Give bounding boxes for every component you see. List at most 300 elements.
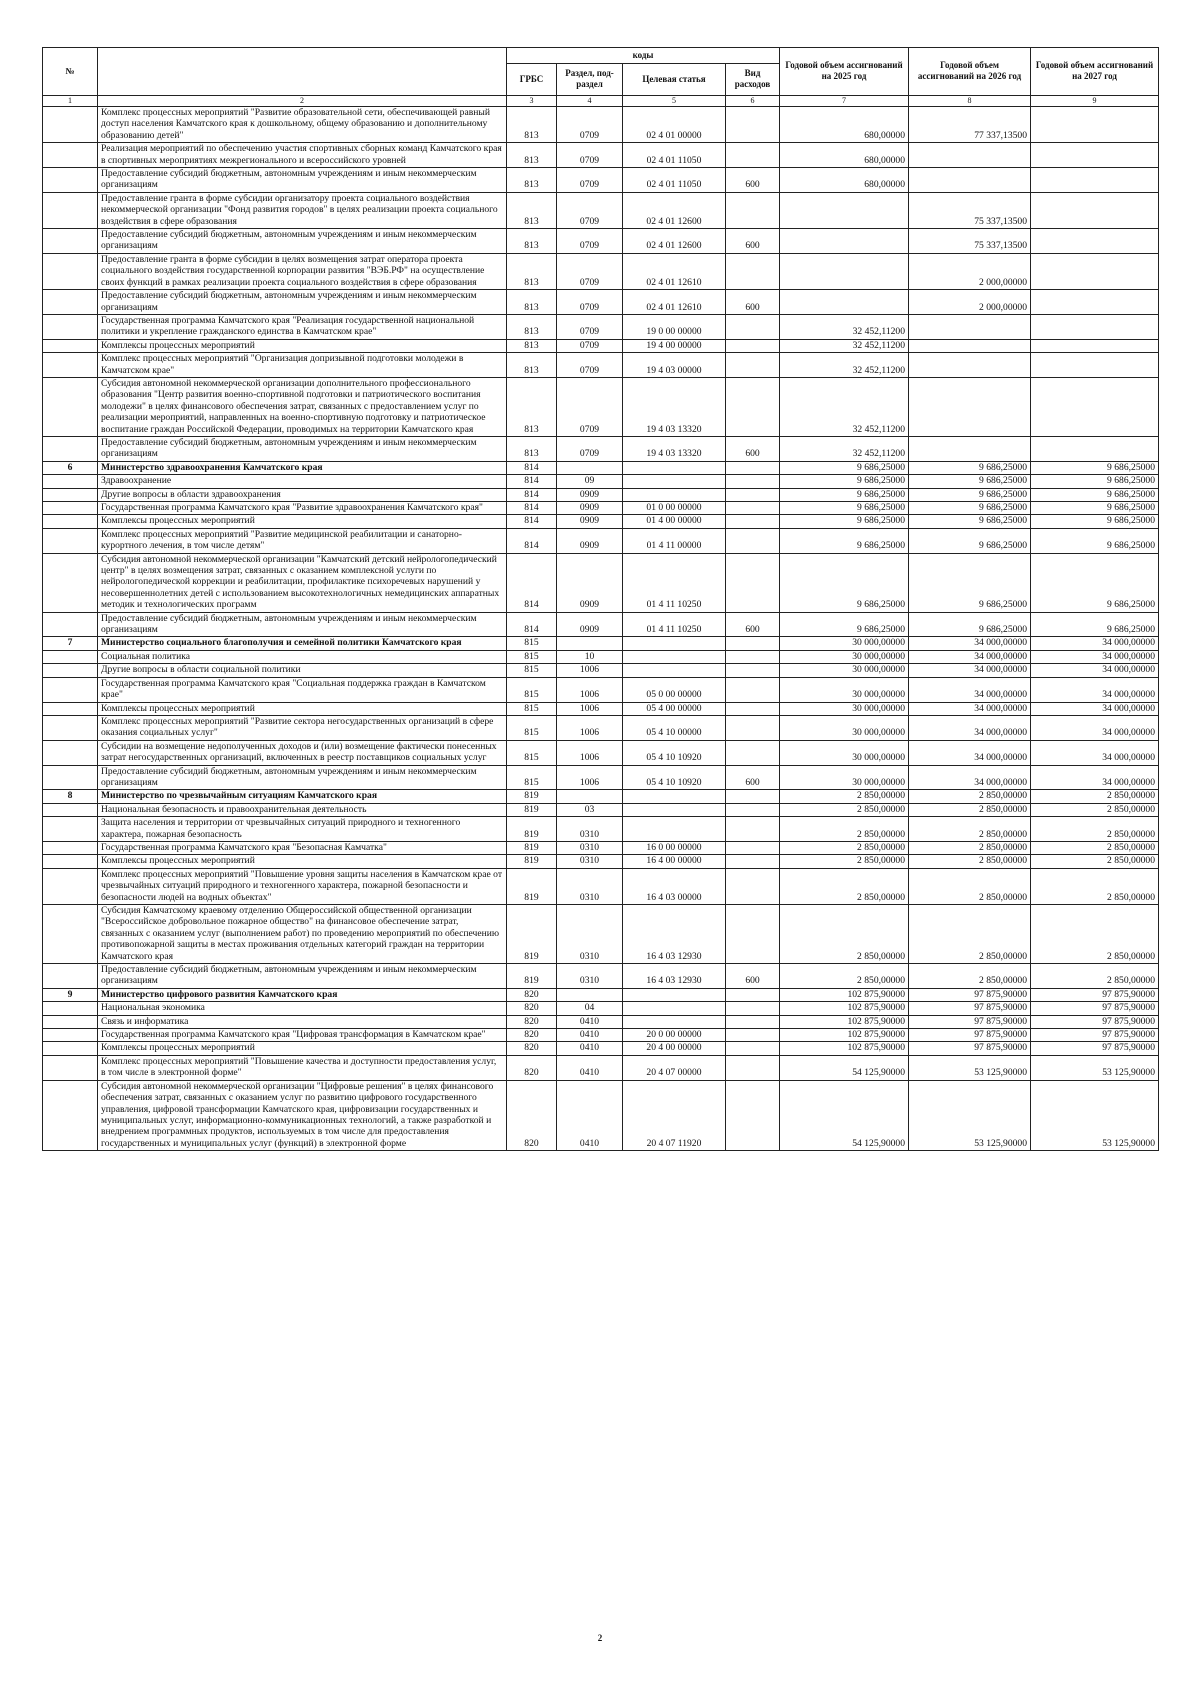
row-volume-2027	[1031, 192, 1159, 228]
row-volume-2026: 34 000,00000	[909, 765, 1031, 790]
row-number	[43, 339, 98, 352]
row-number	[43, 253, 98, 289]
column-number: 5	[623, 96, 726, 107]
row-volume-2027: 34 000,00000	[1031, 765, 1159, 790]
table-row	[43, 192, 1159, 228]
row-volume-2025: 680,00000	[780, 168, 909, 193]
row-name: Субсидия автономной некоммерческой организации дополнительного профессионального образования "Центр развития военно-спортивной подготовки и патриотического воспитания молодежи" в целях финансового обеспечения затрат, связанных с предоставлением услуг по реализации мероприятий, направленных на военно-спортивную подготовку и патриотическое воспитание граждан Российской Федерации, проводимых на территории Камчатского края	[98, 377, 507, 436]
row-name: Комплекс процессных мероприятий "Развитие сектора негосударственных организаций в сфере оказания социальных услуг"	[98, 715, 507, 740]
row-volume-2027: 2 850,00000	[1031, 790, 1159, 803]
row-volume-2026: 2 850,00000	[909, 855, 1031, 868]
row-number	[43, 314, 98, 339]
row-grbs: 819	[507, 790, 557, 803]
row-volume-2027: 34 000,00000	[1031, 715, 1159, 740]
row-name: Социальная политика	[98, 650, 507, 663]
row-razdel: 0310	[557, 964, 623, 989]
row-expense-type	[726, 143, 780, 168]
row-volume-2026: 97 875,90000	[909, 988, 1031, 1001]
row-volume-2027	[1031, 168, 1159, 193]
row-razdel: 1006	[557, 677, 623, 702]
header-expense-type: Вид расходов	[726, 64, 780, 96]
row-expense-type	[726, 515, 780, 528]
row-volume-2025: 102 875,90000	[780, 988, 909, 1001]
row-target-article: 02 4 01 11050	[623, 168, 726, 193]
row-razdel	[557, 637, 623, 650]
row-volume-2025: 32 452,11200	[780, 314, 909, 339]
row-number	[43, 488, 98, 501]
table-row	[43, 855, 1159, 868]
row-volume-2026: 34 000,00000	[909, 740, 1031, 765]
row-name: Государственная программа Камчатского края "Социальная поддержка граждан в Камчатском крае"	[98, 677, 507, 702]
row-name: Государственная программа Камчатского края "Цифровая трансформация в Камчатском крае"	[98, 1029, 507, 1042]
row-expense-type	[726, 677, 780, 702]
table-header	[43, 48, 1159, 107]
row-grbs: 813	[507, 229, 557, 254]
row-volume-2025: 54 125,90000	[780, 1055, 909, 1080]
row-grbs: 819	[507, 964, 557, 989]
row-volume-2026: 34 000,00000	[909, 677, 1031, 702]
row-target-article: 16 0 00 00000	[623, 841, 726, 854]
row-expense-type	[726, 553, 780, 612]
row-target-article: 20 4 00 00000	[623, 1042, 726, 1055]
row-name: Предоставление субсидий бюджетным, автономным учреждениям и иным некоммерческим организациям	[98, 964, 507, 989]
row-volume-2026: 97 875,90000	[909, 1029, 1031, 1042]
row-expense-type	[726, 664, 780, 677]
row-razdel: 0410	[557, 1080, 623, 1150]
row-volume-2026	[909, 339, 1031, 352]
row-name: Предоставление субсидий бюджетным, автономным учреждениям и иным некоммерческим организациям	[98, 168, 507, 193]
row-volume-2027: 2 850,00000	[1031, 868, 1159, 904]
row-expense-type	[726, 715, 780, 740]
header-volume-2025: Годовой объем ассигнований на 2025 год	[780, 48, 909, 96]
row-volume-2025: 2 850,00000	[780, 964, 909, 989]
row-volume-2026: 2 850,00000	[909, 817, 1031, 842]
header-volume-2026: Годовой объем ассигнований на 2026 год	[909, 48, 1031, 96]
header-name	[98, 48, 507, 96]
row-grbs: 813	[507, 436, 557, 461]
row-volume-2026	[909, 377, 1031, 436]
row-name: Предоставление субсидий бюджетным, автономным учреждениям и иным некоммерческим организациям	[98, 765, 507, 790]
table-row	[43, 702, 1159, 715]
row-name: Реализация мероприятий по обеспечению участия спортивных сборных команд Камчатского края в спортивных мероприятиях межрегионального и всероссийского уровней	[98, 143, 507, 168]
table-row	[43, 817, 1159, 842]
row-number	[43, 436, 98, 461]
row-razdel: 0709	[557, 143, 623, 168]
row-grbs: 814	[507, 553, 557, 612]
row-volume-2025: 54 125,90000	[780, 1080, 909, 1150]
table-row	[43, 1080, 1159, 1150]
row-number	[43, 964, 98, 989]
table-row	[43, 650, 1159, 663]
row-volume-2025: 2 850,00000	[780, 905, 909, 964]
row-expense-type	[726, 1042, 780, 1055]
row-volume-2027	[1031, 436, 1159, 461]
row-volume-2026: 2 850,00000	[909, 964, 1031, 989]
row-volume-2026: 2 850,00000	[909, 841, 1031, 854]
row-number	[43, 353, 98, 378]
row-number	[43, 502, 98, 515]
row-volume-2027: 97 875,90000	[1031, 1042, 1159, 1055]
row-volume-2025: 680,00000	[780, 143, 909, 168]
row-target-article	[623, 803, 726, 816]
row-volume-2025: 9 686,25000	[780, 488, 909, 501]
row-volume-2027: 9 686,25000	[1031, 475, 1159, 488]
row-volume-2027: 97 875,90000	[1031, 1002, 1159, 1015]
row-expense-type	[726, 314, 780, 339]
row-volume-2027	[1031, 107, 1159, 143]
row-name: Связь и информатика	[98, 1015, 507, 1028]
row-grbs: 814	[507, 475, 557, 488]
row-name: Субсидия автономной некоммерческой организации "Камчатский детский нейрологопедический центр" в целях возмещения затрат, связанных с оказанием комплексной услуги по нейрологопедической коррекции и реабилитации, профилактике психоречевых нарушений у несовершеннолетних детей с использованием высокотехнологичных немедицинских аппаратных методик и технологических программ	[98, 553, 507, 612]
row-name: Здравоохранение	[98, 475, 507, 488]
row-volume-2027: 9 686,25000	[1031, 515, 1159, 528]
row-expense-type: 600	[726, 290, 780, 315]
table-body	[43, 107, 1159, 1151]
column-number: 4	[557, 96, 623, 107]
row-name: Предоставление субсидий бюджетным, автономным учреждениям и иным некоммерческим организациям	[98, 436, 507, 461]
row-volume-2026: 9 686,25000	[909, 553, 1031, 612]
row-grbs: 819	[507, 868, 557, 904]
row-volume-2025: 30 000,00000	[780, 664, 909, 677]
row-grbs: 819	[507, 905, 557, 964]
column-number: 1	[43, 96, 98, 107]
row-razdel: 0310	[557, 905, 623, 964]
row-razdel: 0709	[557, 290, 623, 315]
row-razdel: 0310	[557, 817, 623, 842]
table-row	[43, 515, 1159, 528]
table-row	[43, 488, 1159, 501]
column-number: 6	[726, 96, 780, 107]
row-target-article: 05 4 10 10920	[623, 765, 726, 790]
row-volume-2027: 97 875,90000	[1031, 1015, 1159, 1028]
row-number	[43, 475, 98, 488]
row-number	[43, 1015, 98, 1028]
row-target-article	[623, 988, 726, 1001]
row-grbs: 820	[507, 1002, 557, 1015]
column-number: 7	[780, 96, 909, 107]
row-target-article: 20 0 00 00000	[623, 1029, 726, 1042]
row-target-article: 19 4 00 00000	[623, 339, 726, 352]
row-volume-2026: 34 000,00000	[909, 664, 1031, 677]
row-expense-type	[726, 905, 780, 964]
row-volume-2025: 9 686,25000	[780, 515, 909, 528]
row-grbs: 814	[507, 502, 557, 515]
row-razdel: 0709	[557, 377, 623, 436]
row-expense-type	[726, 637, 780, 650]
row-target-article: 02 4 01 12600	[623, 192, 726, 228]
row-grbs: 813	[507, 290, 557, 315]
row-grbs: 813	[507, 353, 557, 378]
row-volume-2025: 102 875,90000	[780, 1029, 909, 1042]
row-volume-2025: 9 686,25000	[780, 502, 909, 515]
row-volume-2025: 30 000,00000	[780, 650, 909, 663]
row-volume-2027: 2 850,00000	[1031, 817, 1159, 842]
row-target-article	[623, 1002, 726, 1015]
header-number: №	[43, 48, 98, 96]
row-expense-type	[726, 1015, 780, 1028]
row-volume-2027	[1031, 339, 1159, 352]
row-name: Предоставление гранта в форме субсидии организатору проекта социального воздействия некоммерческой организации "Фонд развития городов" в целях реализации проекта социального воздействия в сфере образования	[98, 192, 507, 228]
row-volume-2027: 34 000,00000	[1031, 702, 1159, 715]
table-row	[43, 528, 1159, 553]
row-target-article: 02 4 01 12610	[623, 253, 726, 289]
row-volume-2026: 53 125,90000	[909, 1080, 1031, 1150]
row-expense-type: 600	[726, 765, 780, 790]
row-razdel: 1006	[557, 702, 623, 715]
row-target-article	[623, 1015, 726, 1028]
row-grbs: 820	[507, 1042, 557, 1055]
row-number	[43, 677, 98, 702]
row-volume-2025	[780, 229, 909, 254]
row-volume-2027: 2 850,00000	[1031, 964, 1159, 989]
row-razdel	[557, 461, 623, 474]
row-number	[43, 803, 98, 816]
row-volume-2025: 9 686,25000	[780, 612, 909, 637]
table-row	[43, 1042, 1159, 1055]
row-volume-2026: 2 850,00000	[909, 803, 1031, 816]
row-expense-type	[726, 988, 780, 1001]
row-expense-type	[726, 1029, 780, 1042]
row-razdel: 0909	[557, 528, 623, 553]
table-row	[43, 168, 1159, 193]
row-target-article: 16 4 03 00000	[623, 868, 726, 904]
row-name: Национальная экономика	[98, 1002, 507, 1015]
row-volume-2026	[909, 143, 1031, 168]
row-razdel: 0410	[557, 1055, 623, 1080]
row-volume-2027: 34 000,00000	[1031, 664, 1159, 677]
row-razdel: 0709	[557, 192, 623, 228]
table-row	[43, 353, 1159, 378]
row-volume-2025: 2 850,00000	[780, 868, 909, 904]
row-volume-2026	[909, 314, 1031, 339]
row-grbs: 820	[507, 1029, 557, 1042]
row-target-article: 05 4 10 10920	[623, 740, 726, 765]
row-number	[43, 765, 98, 790]
row-volume-2026	[909, 436, 1031, 461]
row-expense-type: 600	[726, 168, 780, 193]
row-grbs: 814	[507, 528, 557, 553]
row-razdel: 0410	[557, 1015, 623, 1028]
row-razdel: 1006	[557, 765, 623, 790]
row-name: Комплекс процессных мероприятий "Организация допризывной подготовки молодежи в Камчатском крае"	[98, 353, 507, 378]
row-target-article	[623, 475, 726, 488]
row-volume-2025: 30 000,00000	[780, 740, 909, 765]
row-name: Другие вопросы в области социальной политики	[98, 664, 507, 677]
row-expense-type: 600	[726, 612, 780, 637]
row-name: Комплекс процессных мероприятий "Повышение уровня защиты населения в Камчатском крае от чрезвычайных ситуаций природного и техногенного характера, пожарной безопасности и безопасности людей на водных объектах"	[98, 868, 507, 904]
row-expense-type	[726, 1055, 780, 1080]
row-expense-type	[726, 1002, 780, 1015]
row-target-article: 19 0 00 00000	[623, 314, 726, 339]
row-volume-2025: 102 875,90000	[780, 1002, 909, 1015]
row-target-article: 05 4 10 00000	[623, 715, 726, 740]
row-grbs: 815	[507, 677, 557, 702]
row-target-article: 05 0 00 00000	[623, 677, 726, 702]
row-target-article	[623, 790, 726, 803]
row-razdel: 0709	[557, 229, 623, 254]
row-razdel: 04	[557, 1002, 623, 1015]
row-grbs: 819	[507, 817, 557, 842]
row-volume-2025: 680,00000	[780, 107, 909, 143]
row-volume-2025: 2 850,00000	[780, 841, 909, 854]
row-volume-2026: 2 000,00000	[909, 253, 1031, 289]
row-volume-2026: 9 686,25000	[909, 461, 1031, 474]
row-volume-2026: 53 125,90000	[909, 1055, 1031, 1080]
row-volume-2026: 9 686,25000	[909, 488, 1031, 501]
row-volume-2027	[1031, 314, 1159, 339]
row-number	[43, 1029, 98, 1042]
row-expense-type	[726, 377, 780, 436]
table-row	[43, 988, 1159, 1001]
row-expense-type	[726, 650, 780, 663]
row-expense-type	[726, 868, 780, 904]
row-expense-type	[726, 855, 780, 868]
row-target-article: 01 4 00 00000	[623, 515, 726, 528]
row-expense-type	[726, 461, 780, 474]
table-row	[43, 339, 1159, 352]
row-razdel: 03	[557, 803, 623, 816]
table-row	[43, 143, 1159, 168]
row-expense-type	[726, 502, 780, 515]
row-name: Министерство здравоохранения Камчатского края	[98, 461, 507, 474]
row-volume-2026: 97 875,90000	[909, 1042, 1031, 1055]
row-volume-2025: 2 850,00000	[780, 790, 909, 803]
table-row	[43, 715, 1159, 740]
table-row	[43, 461, 1159, 474]
row-target-article	[623, 817, 726, 842]
row-volume-2027: 2 850,00000	[1031, 841, 1159, 854]
header-target-article: Целевая статья	[623, 64, 726, 96]
row-volume-2025: 9 686,25000	[780, 553, 909, 612]
row-grbs: 814	[507, 488, 557, 501]
row-name: Комплексы процессных мероприятий	[98, 339, 507, 352]
row-volume-2025	[780, 290, 909, 315]
row-grbs: 813	[507, 339, 557, 352]
table-row	[43, 790, 1159, 803]
row-number: 6	[43, 461, 98, 474]
row-volume-2027: 97 875,90000	[1031, 1029, 1159, 1042]
row-expense-type: 600	[726, 964, 780, 989]
row-number	[43, 868, 98, 904]
row-name: Комплексы процессных мероприятий	[98, 702, 507, 715]
row-number	[43, 841, 98, 854]
row-target-article: 16 4 03 12930	[623, 964, 726, 989]
row-expense-type	[726, 475, 780, 488]
row-grbs: 815	[507, 765, 557, 790]
row-number: 7	[43, 637, 98, 650]
column-number: 3	[507, 96, 557, 107]
table-row	[43, 1055, 1159, 1080]
row-target-article: 02 4 01 00000	[623, 107, 726, 143]
table-row	[43, 905, 1159, 964]
row-name: Предоставление субсидий бюджетным, автономным учреждениям и иным некоммерческим организациям	[98, 229, 507, 254]
row-volume-2025	[780, 253, 909, 289]
row-volume-2026: 9 686,25000	[909, 502, 1031, 515]
row-razdel: 09	[557, 475, 623, 488]
row-target-article: 01 0 00 00000	[623, 502, 726, 515]
row-target-article	[623, 650, 726, 663]
row-volume-2025: 2 850,00000	[780, 803, 909, 816]
row-target-article: 16 4 00 00000	[623, 855, 726, 868]
row-volume-2025: 32 452,11200	[780, 377, 909, 436]
row-volume-2027	[1031, 377, 1159, 436]
row-razdel: 0709	[557, 339, 623, 352]
row-target-article: 20 4 07 11920	[623, 1080, 726, 1150]
row-razdel	[557, 790, 623, 803]
row-expense-type	[726, 841, 780, 854]
row-volume-2026: 9 686,25000	[909, 515, 1031, 528]
row-razdel: 0709	[557, 253, 623, 289]
row-volume-2025: 9 686,25000	[780, 528, 909, 553]
row-expense-type: 600	[726, 229, 780, 254]
table-row	[43, 229, 1159, 254]
row-razdel: 10	[557, 650, 623, 663]
row-number	[43, 702, 98, 715]
header-volume-2027: Годовой объем ассигнований на 2027 год	[1031, 48, 1159, 96]
table-row	[43, 314, 1159, 339]
row-volume-2025: 2 850,00000	[780, 817, 909, 842]
budget-sheet	[42, 47, 1158, 1151]
row-volume-2027: 34 000,00000	[1031, 677, 1159, 702]
row-volume-2027: 2 850,00000	[1031, 803, 1159, 816]
row-expense-type	[726, 740, 780, 765]
row-expense-type	[726, 353, 780, 378]
row-volume-2026: 97 875,90000	[909, 1015, 1031, 1028]
table-row	[43, 664, 1159, 677]
row-name: Предоставление субсидий бюджетным, автономным учреждениям и иным некоммерческим организациям	[98, 290, 507, 315]
row-number	[43, 650, 98, 663]
row-volume-2026: 75 337,13500	[909, 192, 1031, 228]
row-grbs: 814	[507, 515, 557, 528]
page-number: 2	[597, 1633, 603, 1643]
row-volume-2027: 9 686,25000	[1031, 528, 1159, 553]
row-target-article	[623, 664, 726, 677]
row-grbs: 815	[507, 715, 557, 740]
budget-table	[42, 47, 1159, 1151]
row-volume-2025: 30 000,00000	[780, 715, 909, 740]
row-volume-2027: 34 000,00000	[1031, 650, 1159, 663]
row-volume-2027: 9 686,25000	[1031, 502, 1159, 515]
row-razdel: 0909	[557, 502, 623, 515]
row-grbs: 813	[507, 377, 557, 436]
table-row	[43, 765, 1159, 790]
table-row	[43, 964, 1159, 989]
row-number	[43, 229, 98, 254]
row-volume-2027: 97 875,90000	[1031, 988, 1159, 1001]
row-volume-2025: 9 686,25000	[780, 475, 909, 488]
row-volume-2026	[909, 168, 1031, 193]
row-number	[43, 1055, 98, 1080]
row-volume-2025: 102 875,90000	[780, 1042, 909, 1055]
row-razdel: 1006	[557, 740, 623, 765]
row-razdel: 0709	[557, 168, 623, 193]
table-row	[43, 107, 1159, 143]
row-name: Комплекс процессных мероприятий "Развитие медицинской реабилитации и санаторно-курортного лечения, в том числе детям"	[98, 528, 507, 553]
row-name: Субсидии на возмещение недополученных доходов и (или) возмещение фактически понесенных затрат негосударственных организаций, включенных в реестр поставщиков социальных услуг	[98, 740, 507, 765]
row-razdel: 1006	[557, 715, 623, 740]
row-name: Предоставление гранта в форме субсидии в целях возмещения затрат оператора проекта социального воздействия государственной корпорации развития "ВЭБ.РФ" на осуществление своих функций в рамках реализации проекта социального воздействия в сфере образования	[98, 253, 507, 289]
row-volume-2025	[780, 192, 909, 228]
row-volume-2025: 30 000,00000	[780, 677, 909, 702]
row-razdel: 0909	[557, 515, 623, 528]
row-number	[43, 515, 98, 528]
row-grbs: 819	[507, 803, 557, 816]
row-name: Национальная безопасность и правоохранительная деятельность	[98, 803, 507, 816]
table-row	[43, 553, 1159, 612]
row-number	[43, 290, 98, 315]
row-volume-2026: 2 850,00000	[909, 790, 1031, 803]
row-grbs: 820	[507, 1055, 557, 1080]
